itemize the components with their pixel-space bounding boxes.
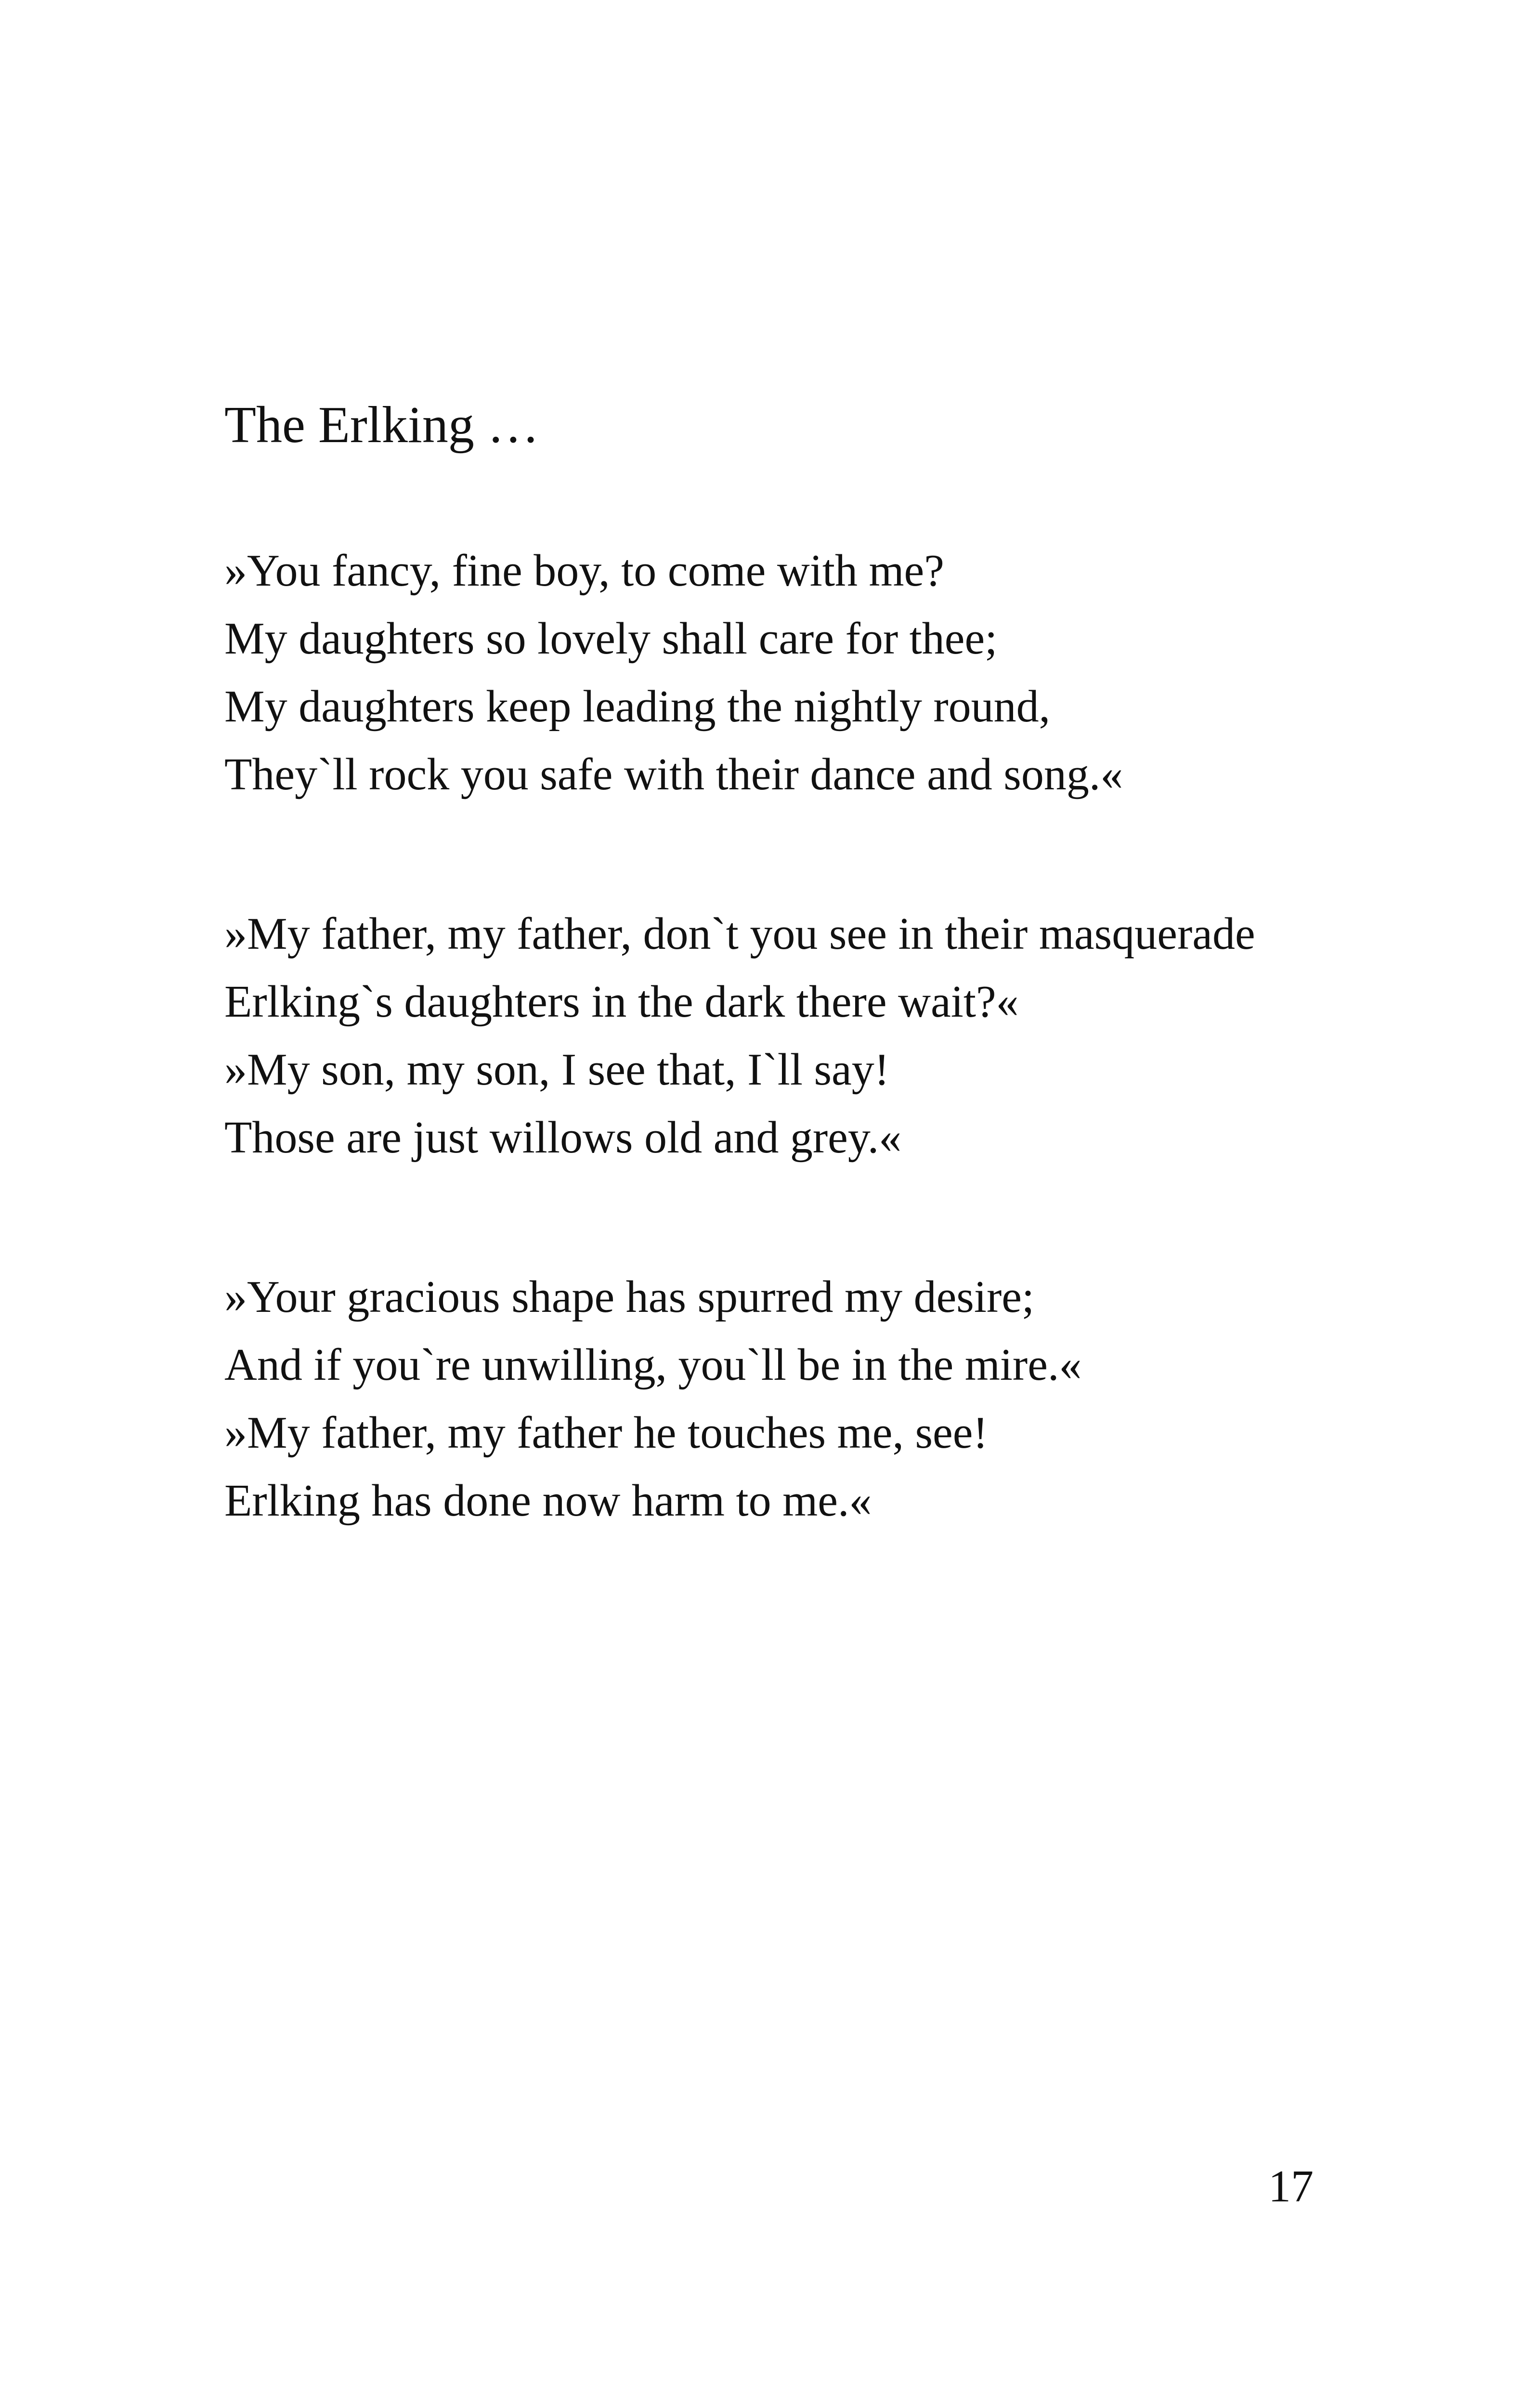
poem-line: Erlking has done now harm to me.« — [224, 1476, 872, 1526]
poem-body — [224, 537, 1428, 1626]
poem-line: »You fancy, fine boy, to come with me? — [224, 546, 945, 596]
poem-line: Those are just willows old and grey.« — [224, 1112, 902, 1163]
poem-line: »My father, my father, don`t you see in their masquerade — [224, 909, 1255, 959]
poem-line: They`ll rock you safe with their dance and song.« — [224, 749, 1123, 799]
poem-line: »Your gracious shape has spurred my desire; — [224, 1272, 1035, 1322]
stanza — [224, 537, 1428, 809]
poem-line: »My father, my father he touches me, see! — [224, 1408, 988, 1458]
poem-line: And if you`re unwilling, you`ll be in the mire.« — [224, 1340, 1082, 1390]
poem-title: The Erlking … — [224, 396, 539, 454]
poem-line: My daughters keep leading the nightly round, — [224, 681, 1051, 732]
poem-line: »My son, my son, I see that, I`ll say! — [224, 1045, 890, 1095]
poem-line: Erlking`s daughters in the dark there wait?« — [224, 977, 1019, 1027]
stanza — [224, 1263, 1428, 1535]
poem-line: My daughters so lovely shall care for thee; — [224, 614, 998, 664]
stanza — [224, 900, 1428, 1172]
page-number: 17 — [1268, 2161, 1314, 2212]
